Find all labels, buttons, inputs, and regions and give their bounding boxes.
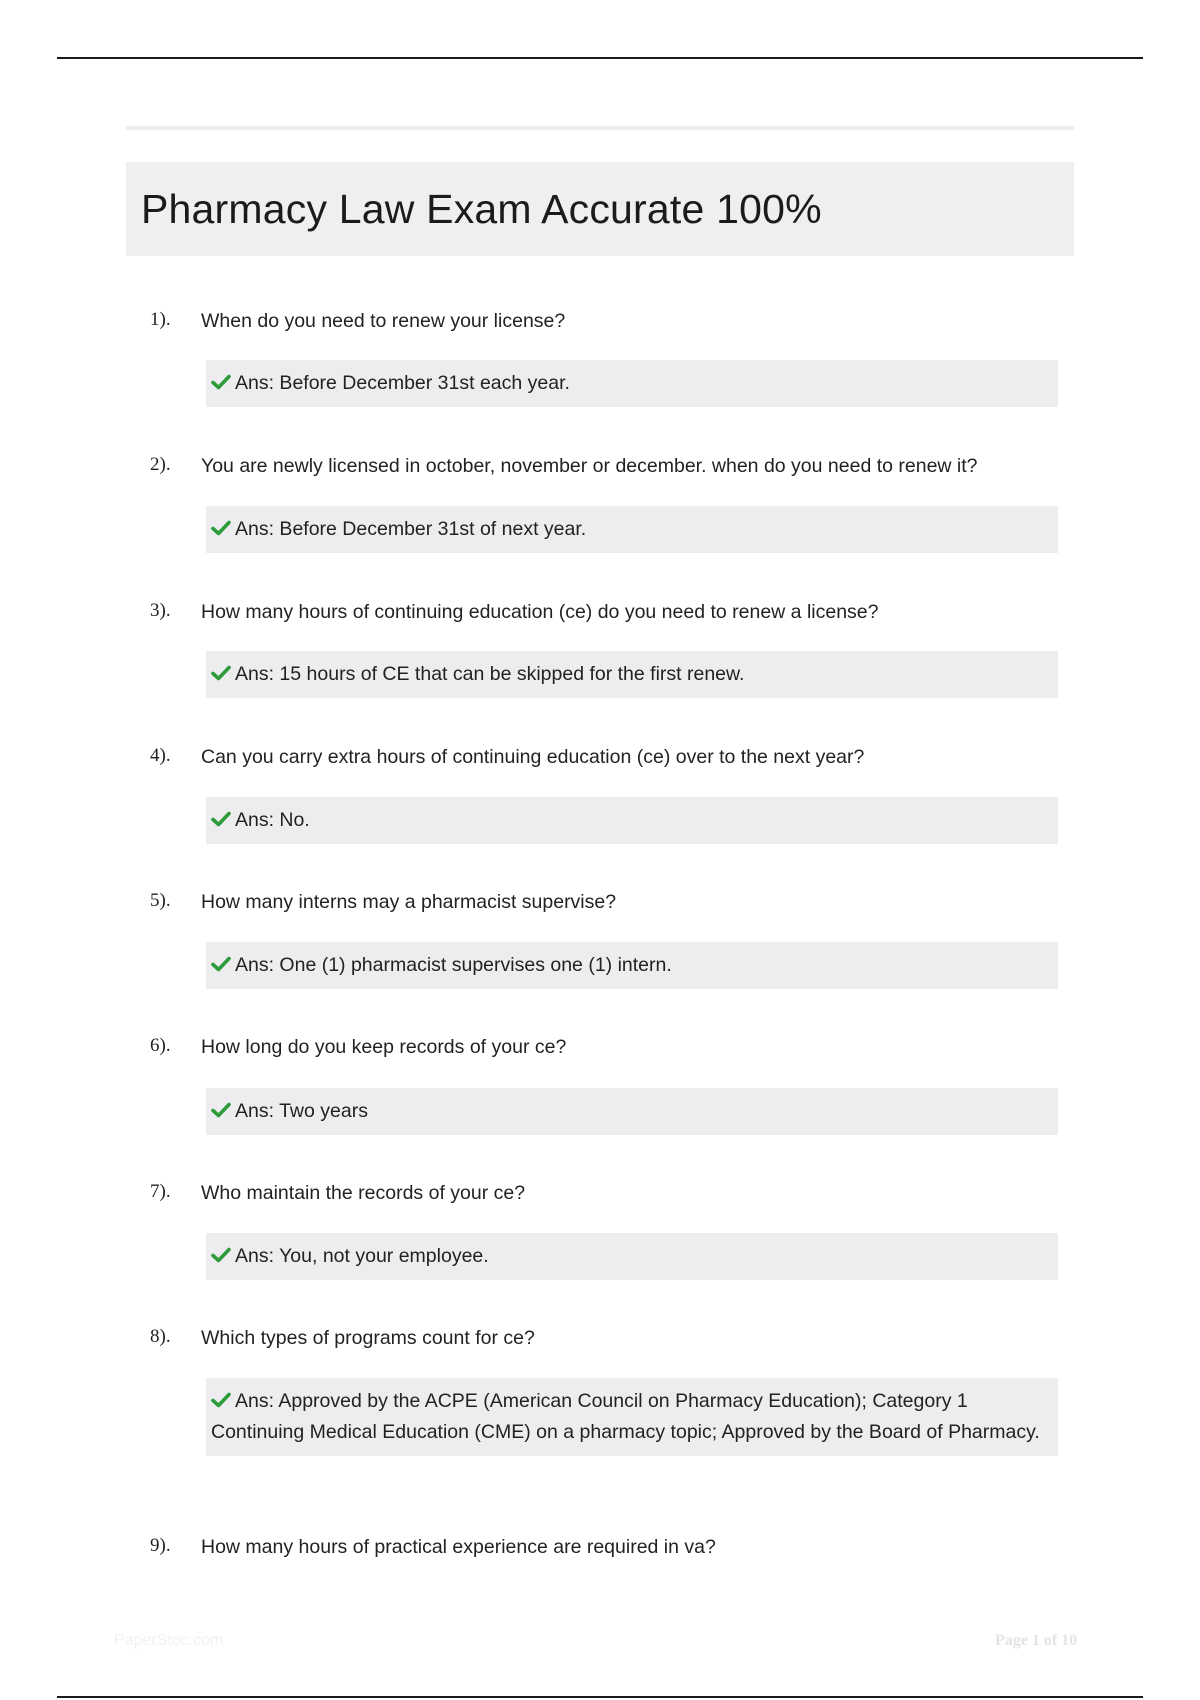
- check-icon: [211, 1102, 231, 1118]
- question-number: 7).: [150, 1181, 171, 1202]
- question-number: 8).: [150, 1326, 171, 1347]
- question-text: Which types of programs count for ce?: [201, 1327, 535, 1349]
- header-divider: [126, 126, 1074, 130]
- question-number: 6).: [150, 1035, 171, 1056]
- answer-text: Ans: You, not your employee.: [235, 1245, 489, 1267]
- question-text: How many interns may a pharmacist supervise?: [201, 891, 617, 913]
- page-title: Pharmacy Law Exam Accurate 100%: [141, 185, 822, 232]
- check-icon: [211, 374, 231, 390]
- question-number: 9).: [150, 1535, 171, 1556]
- check-icon: [211, 1392, 231, 1408]
- answer-box: [206, 942, 1058, 989]
- question-number: 1).: [150, 309, 171, 330]
- answer-text: Ans: Approved by the ACPE (American Council on Pharmacy Education); Category 1 Continuing Medical Education (CME) on a pharmacy topic; Approved by the Board of Pharmacy.: [211, 1390, 1040, 1443]
- question-text: Can you carry extra hours of continuing education (ce) over to the next year?: [201, 746, 865, 768]
- answer-text: Ans: Before December 31st each year.: [235, 372, 570, 394]
- answer-box: [206, 1378, 1058, 1456]
- check-icon: [211, 1247, 231, 1263]
- answer-text: Ans: Two years: [235, 1100, 368, 1122]
- check-icon: [211, 956, 231, 972]
- answer-box: [206, 651, 1058, 698]
- check-icon: [211, 665, 231, 681]
- check-icon: [211, 811, 231, 827]
- answer-box: [206, 797, 1058, 844]
- answer-text: Ans: One (1) pharmacist supervises one (1) intern.: [235, 954, 672, 976]
- footer-watermark: PaperStoc.com: [114, 1632, 224, 1649]
- question-text: How many hours of continuing education (ce) do you need to renew a license?: [201, 601, 879, 623]
- title-banner: [126, 162, 1074, 256]
- question-text: How long do you keep records of your ce?: [201, 1036, 567, 1058]
- page-number: Page 1 of 10: [995, 1632, 1078, 1649]
- question-text: When do you need to renew your license?: [201, 310, 566, 332]
- check-icon: [211, 520, 231, 536]
- question-text: Who maintain the records of your ce?: [201, 1182, 526, 1204]
- question-text: How many hours of practical experience are required in va?: [201, 1536, 716, 1558]
- answer-text: Ans: No.: [235, 809, 310, 831]
- answer-box: [206, 506, 1058, 553]
- answer-text: Ans: 15 hours of CE that can be skipped for the first renew.: [235, 663, 745, 685]
- question-text: You are newly licensed in october, november or december. when do you need to renew it?: [201, 455, 978, 477]
- bottom-rule: [57, 1696, 1143, 1698]
- top-rule: [57, 57, 1143, 59]
- answer-box: [206, 1233, 1058, 1280]
- question-number: 4).: [150, 745, 171, 766]
- answer-box: [206, 360, 1058, 407]
- question-number: 5).: [150, 890, 171, 911]
- question-number: 3).: [150, 600, 171, 621]
- question-number: 2).: [150, 454, 171, 475]
- answer-box: [206, 1088, 1058, 1135]
- answer-text: Ans: Before December 31st of next year.: [235, 518, 587, 540]
